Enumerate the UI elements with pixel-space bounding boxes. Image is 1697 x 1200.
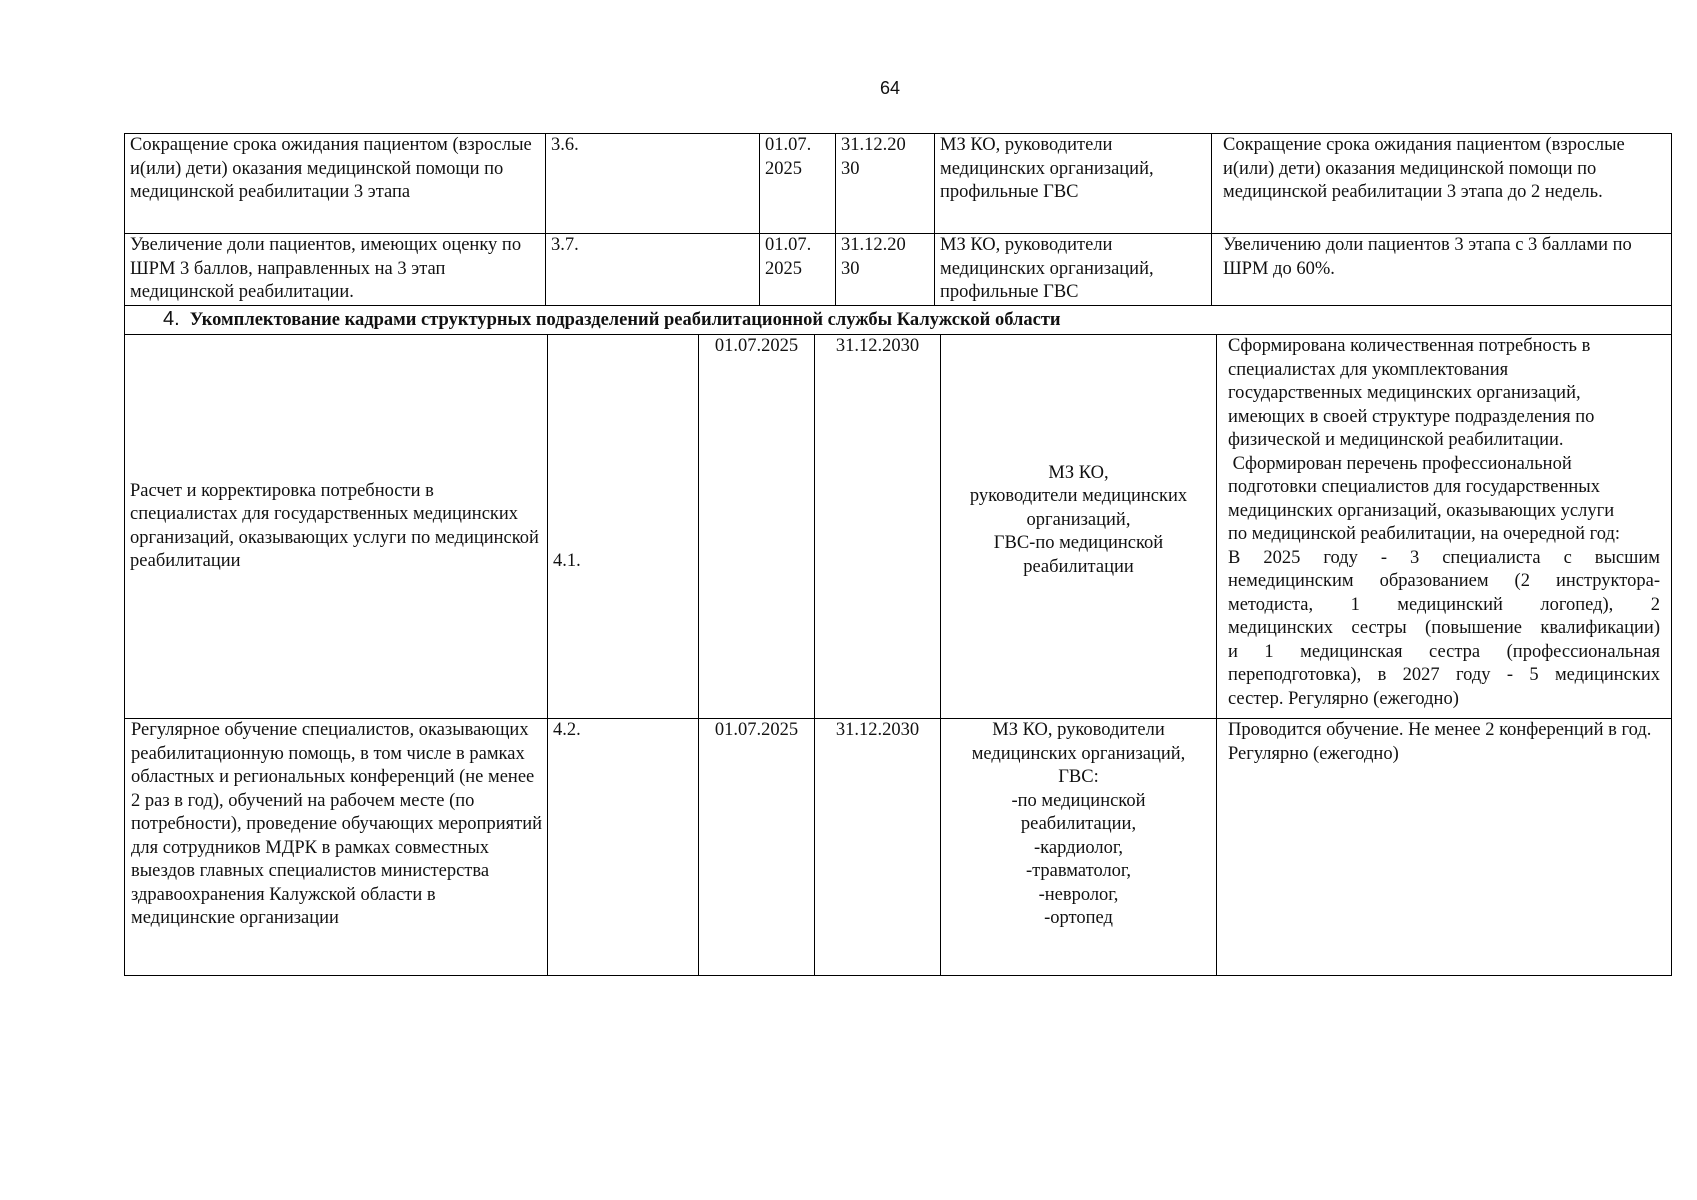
measure-description <box>125 335 547 718</box>
responsible-line: руководители медицинских <box>969 486 1188 507</box>
responsible-line: ГВС-по медицинской <box>993 533 1164 554</box>
table-row-3-6 <box>124 133 1672 233</box>
result-line: методиста, 1 медицинский логопед), 2 <box>1228 594 1660 615</box>
section-4-header <box>124 305 1672 334</box>
result-line: сестер. Регулярно (ежегодно) <box>1228 688 1459 709</box>
measure-number: 3.7. <box>545 234 759 305</box>
responsible: МЗ КО, руководители медицинских организаций, профильные ГВС <box>934 134 1211 233</box>
result-line: В 2025 году - 3 специалиста с высшим <box>1228 547 1660 568</box>
result-line: физической и медицинской реабилитации. <box>1228 430 1564 450</box>
responsible-line: организаций, <box>1026 509 1131 530</box>
responsible-line: -ортопед <box>1044 908 1113 928</box>
start-date: 01.07. 2025 <box>759 234 835 305</box>
responsible-line: -травматолог, <box>1025 861 1132 881</box>
measure-number: 4.2. <box>547 719 698 975</box>
section-title-text: Укомплектование кадрами структурных подразделений реабилитационной службы Калужской области <box>189 310 1061 330</box>
start-date: 01.07.2025 <box>698 335 814 718</box>
measure-number-text: 4.1. <box>553 550 581 571</box>
result-line: государственных медицинских организаций, <box>1228 383 1581 403</box>
responsible-line: -по медицинской <box>1011 790 1146 811</box>
responsible-line: МЗ КО, руководители <box>992 720 1165 740</box>
end-date: 31.12.2030 <box>814 719 940 975</box>
measure-description: Сокращение срока ожидания пациентом (взрослые и(или) дети) оказания медицинской помощи по медицинской реабилитации 3 этапа <box>130 135 532 202</box>
responsible-line: медицинских организаций, <box>971 743 1186 764</box>
result-line: Сформирован перечень профессиональной <box>1228 453 1572 474</box>
start-date: 01.07.2025 <box>698 719 814 975</box>
result-line: немедицинским образованием (2 инструктора- <box>1228 571 1660 591</box>
measure-description: Регулярное обучение специалистов, оказывающих реабилитационную помощь, в том числе в рамках областных и региональных конференций (не менее 2 раз в год), обучений на рабочем месте (по потребности), проведение обучающих мероприятий для сотрудников МДРК в рамках совместных выездов главных специалистов министерства здравоохранения Калужской области в медицинские организации <box>131 720 542 928</box>
measures-table <box>124 133 1672 976</box>
page-number: 64 <box>879 78 901 98</box>
section-number: 4. <box>163 308 180 330</box>
expected-result: Проводится обучение. Не менее 2 конференций в год. Регулярно (ежегодно) <box>1216 719 1670 975</box>
result-line: медицинских организаций, оказывающих услуги <box>1228 500 1615 521</box>
table-row-4-1 <box>124 334 1672 718</box>
responsible-line: ГВС: <box>1058 767 1099 787</box>
start-date: 01.07. 2025 <box>759 134 835 233</box>
responsible <box>940 335 1216 718</box>
result-line: специалистах для укомплектования <box>1228 359 1509 380</box>
table-row-3-7 <box>124 233 1672 305</box>
expected-result: Увеличению доли пациентов 3 этапа с 3 баллами по ШРМ до 60%. <box>1211 234 1670 305</box>
table-row-4-2 <box>124 718 1672 976</box>
result-line: переподготовка), в 2027 году - 5 медицинских <box>1228 665 1660 685</box>
responsible-line: -кардиолог, <box>1033 837 1123 858</box>
end-date: 31.12.2030 <box>814 335 940 718</box>
responsible: МЗ КО, руководители медицинских организаций, профильные ГВС <box>934 234 1211 305</box>
measure-number: 3.6. <box>545 134 759 233</box>
measure-description-text: Расчет и корректировка потребности в специалистах для государственных медицинских организаций, оказывающих услуги по медицинской реабилитации <box>130 480 539 571</box>
measure-description: Увеличение доли пациентов, имеющих оценку по ШРМ 3 баллов, направленных на 3 этап медицинской реабилитации. <box>130 235 522 302</box>
responsible <box>940 719 1216 975</box>
result-line: медицинских сестры (повышение квалификации) <box>1228 618 1660 638</box>
expected-result: Сокращение срока ожидания пациентом (взрослые и(или) дети) оказания медицинской помощи по медицинской реабилитации 3 этапа до 2 недель. <box>1211 134 1670 233</box>
result-line: и 1 медицинская сестра (профессиональная <box>1228 641 1660 662</box>
result-line: имеющих в своей структуре подразделения по <box>1228 406 1595 427</box>
responsible-line: реабилитации, <box>1020 814 1137 834</box>
result-line: подготовки специалистов для государственных <box>1228 477 1600 497</box>
responsible-line: -невролог, <box>1038 884 1119 905</box>
expected-result <box>1216 335 1670 718</box>
responsible-line: МЗ КО, <box>1048 462 1109 483</box>
measure-number <box>547 335 698 718</box>
section-title <box>125 306 1671 333</box>
end-date: 31.12.20 30 <box>835 134 934 233</box>
result-line: Сформирована количественная потребность в <box>1228 336 1591 356</box>
end-date: 31.12.20 30 <box>835 234 934 305</box>
responsible-line: реабилитации <box>1023 556 1134 577</box>
result-line: по медицинской реабилитации, на очередной год: <box>1228 524 1621 544</box>
